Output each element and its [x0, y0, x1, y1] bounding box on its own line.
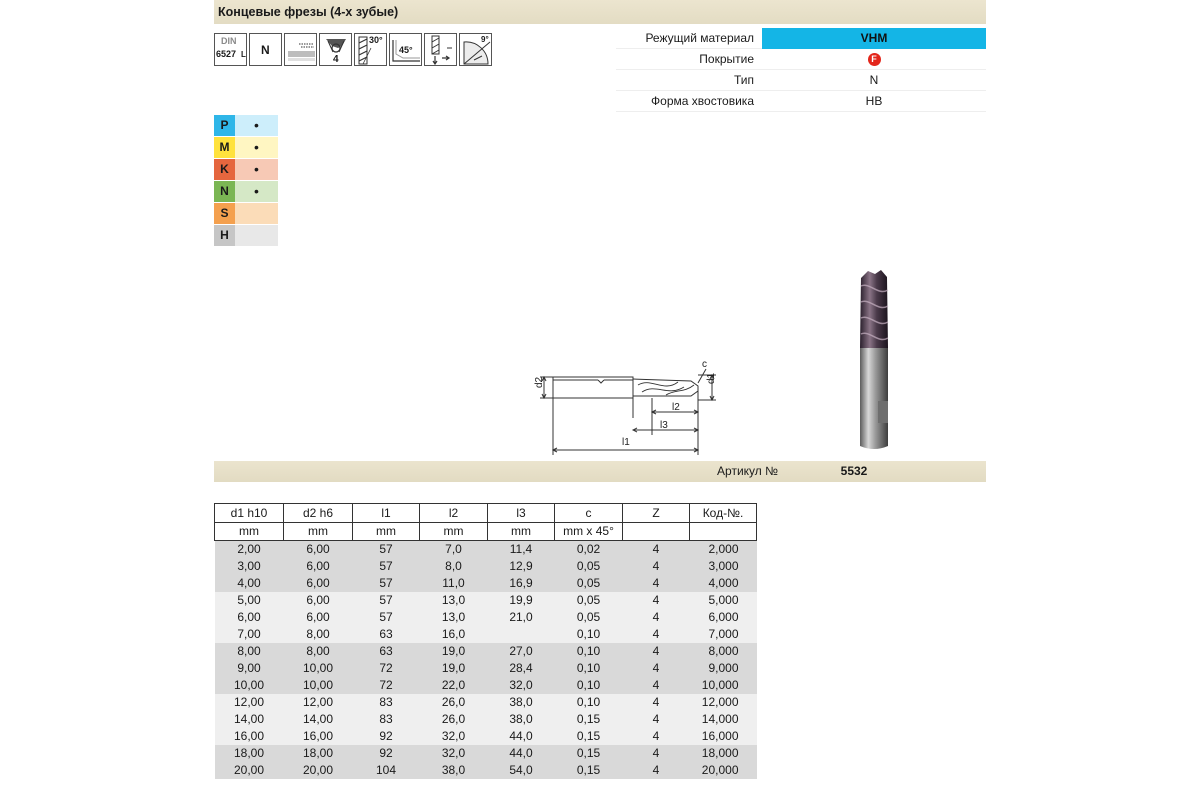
table-cell: 12,9 — [488, 558, 555, 575]
table-cell: 14,00 — [284, 711, 353, 728]
table-cell: 14,00 — [215, 711, 284, 728]
table-cell: 12,00 — [284, 694, 353, 711]
coating-icon — [284, 33, 317, 66]
unit-cell: mm — [353, 523, 420, 541]
table-cell: 19,0 — [420, 660, 488, 677]
type-letter: N — [261, 43, 270, 57]
table-cell: 0,15 — [555, 762, 623, 779]
end-mill-product-image — [848, 268, 898, 458]
table-row — [215, 694, 757, 711]
table-cell: 8,0 — [420, 558, 488, 575]
table-cell: 6,00 — [284, 592, 353, 609]
table-cell: 18,00 — [284, 745, 353, 762]
property-row-material — [616, 28, 986, 49]
table-cell: 83 — [353, 711, 420, 728]
material-group-letter: S — [214, 203, 235, 224]
table-cell: 10,000 — [690, 677, 757, 694]
table-row — [215, 677, 757, 694]
column-header: l2 — [420, 504, 488, 523]
table-cell: 38,0 — [420, 762, 488, 779]
material-group-mark: • — [235, 115, 278, 136]
table-cell: 0,10 — [555, 677, 623, 694]
technical-drawing — [526, 355, 726, 465]
table-cell: 4 — [623, 558, 690, 575]
table-cell: 11,4 — [488, 541, 555, 559]
table-cell: 2,000 — [690, 541, 757, 559]
table-cell: 38,0 — [488, 694, 555, 711]
table-cell: 10,00 — [284, 677, 353, 694]
table-cell: 19,0 — [420, 643, 488, 660]
table-cell: 0,10 — [555, 626, 623, 643]
table-cell: 57 — [353, 592, 420, 609]
unit-cell — [623, 523, 690, 541]
table-row — [215, 541, 757, 559]
dim-label-d1: d1 — [706, 372, 717, 384]
material-group-letter: H — [214, 225, 235, 246]
table-cell: 3,000 — [690, 558, 757, 575]
unit-cell: mm — [488, 523, 555, 541]
unit-cell — [690, 523, 757, 541]
table-units-row — [215, 523, 757, 541]
column-header: Z — [623, 504, 690, 523]
table-cell: 4 — [623, 677, 690, 694]
table-row — [215, 762, 757, 779]
table-cell: 92 — [353, 745, 420, 762]
table-cell: 57 — [353, 558, 420, 575]
table-cell: 3,00 — [215, 558, 284, 575]
helix-angle: 30° — [369, 35, 383, 45]
table-cell: 19,9 — [488, 592, 555, 609]
table-cell: 18,00 — [215, 745, 284, 762]
table-cell: 6,000 — [690, 609, 757, 626]
table-cell: 22,0 — [420, 677, 488, 694]
table-cell: 4,00 — [215, 575, 284, 592]
table-cell: 57 — [353, 609, 420, 626]
table-cell: 44,0 — [488, 728, 555, 745]
property-value: N — [869, 72, 879, 87]
table-cell: 20,00 — [215, 762, 284, 779]
table-cell: 26,0 — [420, 694, 488, 711]
table-cell: 32,0 — [420, 745, 488, 762]
table-cell: 18,000 — [690, 745, 757, 762]
property-row-shank — [616, 91, 986, 112]
property-row-coating — [616, 49, 986, 70]
table-cell: 28,4 — [488, 660, 555, 677]
table-cell: 7,0 — [420, 541, 488, 559]
table-cell: 0,05 — [555, 609, 623, 626]
table-cell: 57 — [353, 575, 420, 592]
table-cell: 16,000 — [690, 728, 757, 745]
table-cell: 32,0 — [420, 728, 488, 745]
table-cell: 0,02 — [555, 541, 623, 559]
unit-cell: mm — [284, 523, 353, 541]
table-cell: 4 — [623, 762, 690, 779]
column-header: l3 — [488, 504, 555, 523]
article-label: Артикул № — [717, 464, 778, 478]
table-row — [215, 643, 757, 660]
table-cell: 9,000 — [690, 660, 757, 677]
table-cell: 5,000 — [690, 592, 757, 609]
table-cell: 12,00 — [215, 694, 284, 711]
relief-angle: 9° — [481, 35, 489, 44]
table-cell: 2,00 — [215, 541, 284, 559]
table-cell: 4 — [623, 541, 690, 559]
spec-table — [214, 503, 757, 779]
table-header-row — [215, 504, 757, 523]
table-cell: 6,00 — [284, 575, 353, 592]
table-cell: 8,00 — [284, 626, 353, 643]
material-group-n — [214, 181, 278, 202]
table-cell: 4 — [623, 609, 690, 626]
table-cell: 4 — [623, 694, 690, 711]
property-key: Тип — [733, 73, 754, 87]
table-cell: 16,00 — [284, 728, 353, 745]
material-groups — [214, 115, 278, 247]
material-group-mark: • — [235, 159, 278, 180]
table-cell: 72 — [353, 677, 420, 694]
table-cell: 4 — [623, 626, 690, 643]
table-row — [215, 575, 757, 592]
table-cell: 5,00 — [215, 592, 284, 609]
table-row — [215, 592, 757, 609]
unit-cell: mm — [215, 523, 284, 541]
property-key: Покрытие — [699, 52, 754, 66]
table-cell: 21,0 — [488, 609, 555, 626]
table-cell: 7,00 — [215, 626, 284, 643]
helix-angle-icon — [354, 33, 387, 66]
dim-label-l1: l1 — [622, 437, 630, 448]
material-group-mark — [235, 203, 278, 224]
table-cell: 4 — [623, 643, 690, 660]
plunge-direction-icon — [424, 33, 457, 66]
column-header: l1 — [353, 504, 420, 523]
table-cell: 32,0 — [488, 677, 555, 694]
dim-label-l2: l2 — [672, 402, 680, 413]
table-cell: 0,15 — [555, 745, 623, 762]
table-cell: 0,15 — [555, 728, 623, 745]
material-group-letter: P — [214, 115, 235, 136]
property-value — [762, 49, 986, 70]
column-header: d1 h10 — [215, 504, 284, 523]
table-cell: 6,00 — [284, 558, 353, 575]
chamfer-angle: 45° — [399, 45, 413, 55]
table-row — [215, 728, 757, 745]
table-cell: 8,000 — [690, 643, 757, 660]
table-row — [215, 626, 757, 643]
table-cell: 0,10 — [555, 694, 623, 711]
article-bar — [214, 461, 986, 482]
table-cell: 4 — [623, 575, 690, 592]
din-standard-icon — [214, 33, 247, 66]
article-number: 5532 — [840, 464, 868, 478]
property-key: Форма хвостовика — [651, 94, 754, 108]
din-number: 6527 — [216, 49, 237, 59]
table-cell: 9,00 — [215, 660, 284, 677]
property-value: VHM — [762, 28, 986, 49]
material-group-mark: • — [235, 181, 278, 202]
material-group-p — [214, 115, 278, 136]
table-cell: 4 — [623, 745, 690, 762]
table-row — [215, 558, 757, 575]
flute-count-icon — [319, 33, 352, 66]
table-cell: 83 — [353, 694, 420, 711]
table-cell: 6,00 — [215, 609, 284, 626]
material-group-letter: N — [214, 181, 235, 202]
table-cell: 27,0 — [488, 643, 555, 660]
table-cell: 8,00 — [215, 643, 284, 660]
table-cell: 0,05 — [555, 592, 623, 609]
material-group-k — [214, 159, 278, 180]
table-cell: 92 — [353, 728, 420, 745]
table-cell: 6,00 — [284, 609, 353, 626]
material-group-s — [214, 203, 278, 224]
table-cell: 10,00 — [284, 660, 353, 677]
din-label: DIN — [221, 36, 237, 46]
coating-badge: F — [868, 53, 881, 66]
table-cell: 7,000 — [690, 626, 757, 643]
table-cell: 11,0 — [420, 575, 488, 592]
table-row — [215, 745, 757, 762]
table-cell: 4 — [623, 592, 690, 609]
table-cell: 44,0 — [488, 745, 555, 762]
table-cell: 0,10 — [555, 660, 623, 677]
table-cell: 14,000 — [690, 711, 757, 728]
table-cell: 26,0 — [420, 711, 488, 728]
table-cell: 54,0 — [488, 762, 555, 779]
table-row — [215, 609, 757, 626]
dim-label-c: c — [702, 359, 707, 370]
material-group-mark: • — [235, 137, 278, 158]
table-cell: 8,00 — [284, 643, 353, 660]
table-cell: 0,15 — [555, 711, 623, 728]
table-cell: 0,05 — [555, 558, 623, 575]
table-cell: 6,00 — [284, 541, 353, 559]
property-row-type — [616, 70, 986, 91]
material-group-h — [214, 225, 278, 246]
table-cell: 63 — [353, 643, 420, 660]
table-cell: 13,0 — [420, 592, 488, 609]
column-header: Код-№. — [690, 504, 757, 523]
table-cell: 104 — [353, 762, 420, 779]
feature-icons — [214, 33, 492, 66]
table-cell: 57 — [353, 541, 420, 559]
table-cell: 0,05 — [555, 575, 623, 592]
table-cell: 13,0 — [420, 609, 488, 626]
table-cell: 20,00 — [284, 762, 353, 779]
material-group-letter: K — [214, 159, 235, 180]
material-group-m — [214, 137, 278, 158]
unit-cell: mm x 45° — [555, 523, 623, 541]
page-title: Концевые фрезы (4-х зубые) — [214, 0, 986, 24]
property-value: HB — [865, 93, 883, 108]
table-cell: 4,000 — [690, 575, 757, 592]
column-header: d2 h6 — [284, 504, 353, 523]
table-cell: 16,0 — [420, 626, 488, 643]
table-cell — [488, 626, 555, 643]
table-cell: 16,9 — [488, 575, 555, 592]
material-group-letter: M — [214, 137, 235, 158]
material-group-mark — [235, 225, 278, 246]
table-row — [215, 660, 757, 677]
table-cell: 20,000 — [690, 762, 757, 779]
din-suffix: L — [241, 50, 246, 59]
chamfer-icon — [389, 33, 422, 66]
table-cell: 38,0 — [488, 711, 555, 728]
table-cell: 12,000 — [690, 694, 757, 711]
table-cell: 4 — [623, 660, 690, 677]
table-cell: 16,00 — [215, 728, 284, 745]
dim-label-l3: l3 — [660, 420, 668, 431]
table-cell: 4 — [623, 728, 690, 745]
table-cell: 63 — [353, 626, 420, 643]
properties-table — [616, 28, 986, 112]
table-row — [215, 711, 757, 728]
column-header: c — [555, 504, 623, 523]
unit-cell: mm — [420, 523, 488, 541]
type-n-icon — [249, 33, 282, 66]
table-cell: 4 — [623, 711, 690, 728]
table-cell: 0,10 — [555, 643, 623, 660]
table-cell: 10,00 — [215, 677, 284, 694]
dim-label-d2: d2 — [534, 376, 545, 388]
flute-count: 4 — [333, 54, 339, 65]
property-key: Режущий материал — [645, 31, 754, 45]
table-cell: 72 — [353, 660, 420, 677]
relief-angle-icon — [459, 33, 492, 66]
